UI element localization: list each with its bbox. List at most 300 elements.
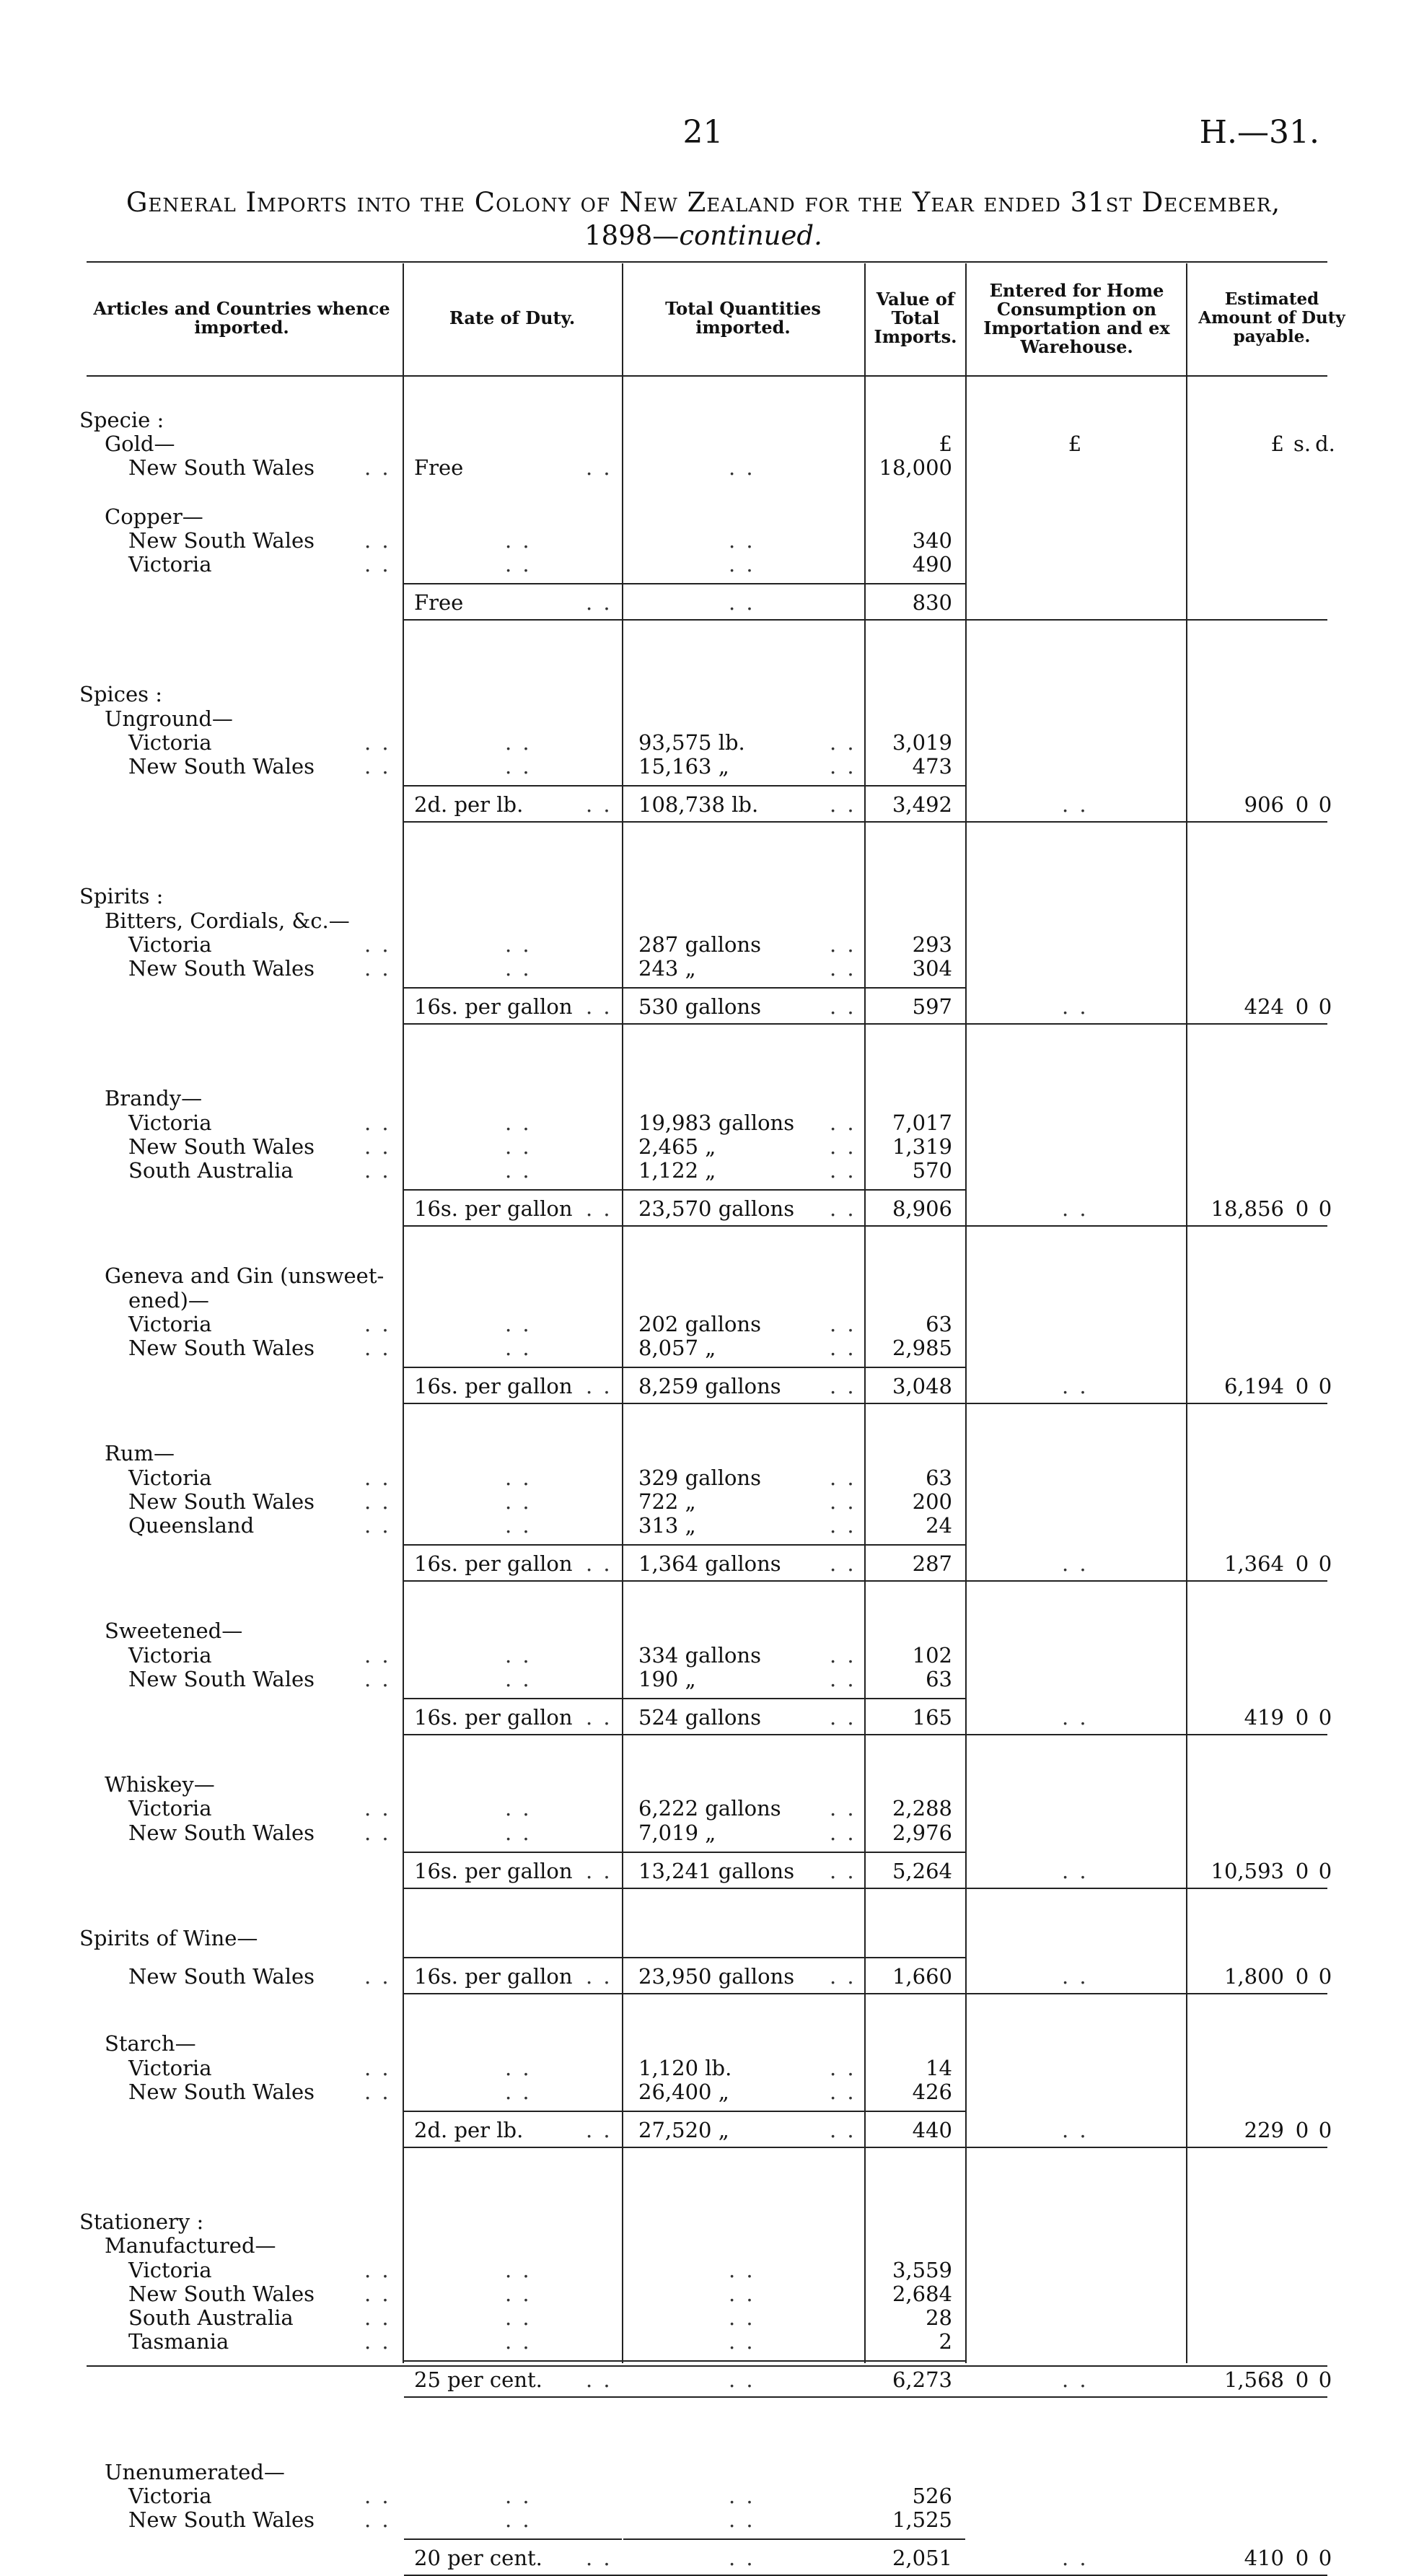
total-value: 2,051	[892, 2546, 952, 2570]
subtotal-rule	[404, 1957, 622, 1958]
article-label: New South Wales	[128, 754, 315, 779]
article-label: Victoria	[128, 730, 212, 755]
quantity: 2,465 „	[638, 1134, 716, 1159]
article-label: New South Wales	[128, 455, 315, 480]
total-value: 830	[912, 590, 952, 615]
article-label: New South Wales	[128, 2080, 315, 2104]
table-row	[0, 1158, 1406, 1183]
table-row	[0, 908, 1406, 933]
subtotal-rule	[404, 2111, 622, 2112]
leader-dots: . .	[1062, 1196, 1089, 1221]
table-total-row	[0, 994, 1406, 1019]
total-value: 490	[912, 552, 952, 577]
article-label: Victoria	[128, 1110, 212, 1135]
leader-dots: . .	[830, 1312, 856, 1336]
table-row	[0, 1772, 1406, 1797]
leader-dots: . .	[505, 2258, 532, 2282]
leader-dots: . .	[505, 1466, 532, 1490]
section-rule	[404, 619, 1327, 621]
leader-dots: . .	[830, 1158, 856, 1183]
duty-pence: 0	[1318, 994, 1332, 1019]
duty-shillings: 0	[1295, 2546, 1309, 2570]
total-value: 8,906	[892, 1196, 952, 1221]
total-value: 2,976	[892, 1821, 952, 1845]
article-label: ened)—	[128, 1288, 209, 1313]
table-total-row	[0, 1964, 1406, 1989]
duty-pounds: 1,364	[1223, 1551, 1284, 1576]
duty-rate: 2d. per lb.	[414, 2118, 524, 2142]
total-value: 426	[912, 2080, 952, 2104]
leader-dots: . .	[729, 2367, 755, 2392]
table-title	[79, 186, 1327, 253]
total-value: 597	[912, 994, 952, 1019]
table-row	[0, 2305, 1406, 2330]
table-row	[0, 1821, 1406, 1845]
subtotal-rule	[404, 1367, 622, 1368]
table-row	[0, 1288, 1406, 1313]
leader-dots: . .	[729, 552, 755, 577]
article-label: Victoria	[128, 2484, 212, 2508]
leader-dots: . .	[1062, 792, 1089, 817]
leader-dots: . .	[586, 455, 612, 480]
table-row	[0, 2233, 1406, 2258]
table-row	[0, 552, 1406, 577]
subtotal-rule	[404, 2360, 622, 2362]
leader-dots: . .	[364, 1667, 391, 1691]
total-value: 2,985	[892, 1336, 952, 1360]
leader-dots: . .	[505, 2056, 532, 2080]
table-row	[0, 2329, 1406, 2354]
leader-dots: . .	[1062, 994, 1089, 1019]
article-label: Victoria	[128, 1312, 212, 1336]
leader-dots: . .	[364, 1964, 391, 1989]
leader-dots: . .	[505, 528, 532, 553]
article-label: Victoria	[128, 2056, 212, 2080]
total-value: 3,492	[892, 792, 952, 817]
leader-dots: . .	[830, 1551, 856, 1576]
quantity: 1,122 „	[638, 1158, 716, 1183]
table-row	[0, 1312, 1406, 1336]
leader-dots: . .	[1062, 1964, 1089, 1989]
quantity: 202 gallons	[638, 1312, 761, 1336]
entered-value: £	[1068, 431, 1082, 456]
subtotal-rule	[623, 583, 965, 584]
table-total-row	[0, 2367, 1406, 2392]
total-value: 165	[912, 1705, 952, 1730]
leader-dots: . .	[729, 2305, 755, 2330]
leader-dots: . .	[505, 1158, 532, 1183]
article-label: Manufactured—	[105, 2233, 276, 2258]
total-value: 1,525	[892, 2507, 952, 2532]
leader-dots: . .	[729, 2329, 755, 2354]
article-label: South Australia	[128, 2305, 294, 2330]
leader-dots: . .	[364, 1312, 391, 1336]
subtotal-rule	[404, 2538, 622, 2540]
leader-dots: . .	[830, 1134, 856, 1159]
article-label: Sweetened—	[105, 1618, 243, 1643]
leader-dots: . .	[830, 1964, 856, 1989]
title-year: 1898—	[584, 220, 680, 251]
total-value: 200	[912, 1489, 952, 1514]
subtotal-rule	[623, 1367, 965, 1368]
total-value: 304	[912, 956, 952, 981]
article-label: Rum—	[105, 1441, 175, 1466]
article-label: New South Wales	[128, 956, 315, 981]
table-row	[0, 706, 1406, 731]
total-value: 1,660	[892, 1964, 952, 1989]
leader-dots: . .	[364, 1336, 391, 1360]
leader-dots: . .	[586, 1859, 612, 1883]
article-label: Queensland	[128, 1513, 255, 1538]
table-row	[0, 1466, 1406, 1490]
duty-pounds: 410	[1244, 2546, 1284, 2570]
section-rule	[404, 1888, 1327, 1889]
leader-dots: . .	[505, 1667, 532, 1691]
header-rate: Rate of Duty.	[449, 307, 576, 328]
duty-rate: Free	[414, 455, 464, 480]
page-reference: H.—31.	[1199, 114, 1319, 151]
quantity: 287 gallons	[638, 932, 761, 957]
leader-dots: . .	[505, 1643, 532, 1668]
leader-dots: . .	[586, 994, 612, 1019]
article-label: Starch—	[105, 2031, 196, 2056]
article-label: Spirits of Wine—	[79, 1926, 258, 1950]
leader-dots: . .	[729, 2507, 755, 2532]
quantity: 8,259 gallons	[638, 1374, 781, 1398]
section-rule	[404, 1580, 1327, 1582]
duty-rate: 25 per cent.	[414, 2367, 542, 2392]
leader-dots: . .	[505, 552, 532, 577]
subtotal-rule	[623, 1544, 965, 1546]
article-label: Spirits :	[79, 884, 164, 908]
table-row	[0, 730, 1406, 755]
header-quantities: Total Quantities imported.	[665, 298, 821, 338]
duty-shillings: s.	[1293, 431, 1311, 456]
leader-dots: . .	[364, 932, 391, 957]
leader-dots: . .	[505, 932, 532, 957]
total-value: 473	[912, 754, 952, 779]
table-row	[0, 1513, 1406, 1538]
leader-dots: . .	[364, 1466, 391, 1490]
total-value: 63	[926, 1312, 952, 1336]
table-row	[0, 2056, 1406, 2080]
total-value: 7,017	[892, 1110, 952, 1135]
leader-dots: . .	[364, 956, 391, 981]
total-value: 526	[912, 2484, 952, 2508]
duty-pence: 0	[1318, 1196, 1332, 1221]
leader-dots: . .	[505, 2507, 532, 2532]
duty-rate: 16s. per gallon	[414, 1196, 573, 1221]
total-value: 2,684	[892, 2282, 952, 2306]
section-rule	[404, 821, 1327, 823]
leader-dots: . .	[830, 1374, 856, 1398]
subtotal-rule	[623, 987, 965, 989]
leader-dots: . .	[364, 754, 391, 779]
table-row	[0, 1110, 1406, 1135]
table-row	[0, 2484, 1406, 2508]
duty-pounds: 906	[1244, 792, 1284, 817]
quantity: 190 „	[638, 1667, 696, 1691]
title-line-1: General Imports into the Colony of New Zealand for the Year ended 31st December,	[126, 187, 1281, 218]
duty-pounds: 10,593	[1211, 1859, 1284, 1883]
leader-dots: . .	[729, 590, 755, 615]
leader-dots: . .	[364, 455, 391, 480]
quantity: 1,364 gallons	[638, 1551, 781, 1576]
leader-dots: . .	[1062, 1551, 1089, 1576]
section-rule	[404, 1993, 1327, 1994]
leader-dots: . .	[830, 1466, 856, 1490]
article-label: New South Wales	[128, 1964, 315, 1989]
leader-dots: . .	[505, 1513, 532, 1538]
leader-dots: . .	[830, 1859, 856, 1883]
leader-dots: . .	[364, 2484, 391, 2508]
duty-rate: 2d. per lb.	[414, 792, 524, 817]
duty-rate: 16s. per gallon	[414, 1964, 573, 1989]
leader-dots: . .	[364, 2305, 391, 2330]
leader-dots: . .	[586, 2118, 612, 2142]
duty-shillings: 0	[1295, 1705, 1309, 1730]
article-label: New South Wales	[128, 2507, 315, 2532]
table-row	[0, 1441, 1406, 1466]
article-label: South Australia	[128, 1158, 294, 1183]
leader-dots: . .	[505, 730, 532, 755]
article-label: Stationery :	[79, 2209, 204, 2234]
table-total-row	[0, 590, 1406, 615]
leader-dots: . .	[729, 2484, 755, 2508]
leader-dots: . .	[505, 2080, 532, 2104]
article-label: Spices :	[79, 682, 162, 706]
table-row	[0, 1086, 1406, 1110]
title-continued: continued.	[679, 220, 822, 251]
duty-rate: 16s. per gallon	[414, 1705, 573, 1730]
total-value: 63	[926, 1466, 952, 1490]
leader-dots: . .	[364, 2507, 391, 2532]
leader-dots: . .	[830, 730, 856, 755]
section-rule	[404, 1225, 1327, 1227]
article-label: New South Wales	[128, 2282, 315, 2306]
subtotal-rule	[404, 1698, 622, 1699]
table-total-row	[0, 1705, 1406, 1730]
table-row	[0, 2209, 1406, 2234]
leader-dots: . .	[586, 792, 612, 817]
leader-dots: . .	[586, 1196, 612, 1221]
table-row	[0, 1667, 1406, 1691]
article-label: New South Wales	[128, 528, 315, 553]
duty-pounds: 424	[1244, 994, 1284, 1019]
leader-dots: . .	[830, 1336, 856, 1360]
leader-dots: . .	[505, 956, 532, 981]
duty-pounds: 419	[1244, 1705, 1284, 1730]
total-value: 570	[912, 1158, 952, 1183]
leader-dots: . .	[364, 552, 391, 577]
page-number: 21	[682, 114, 724, 151]
duty-shillings: 0	[1295, 1859, 1309, 1883]
article-label: Geneva and Gin (unsweet-	[105, 1263, 385, 1288]
article-label: New South Wales	[128, 1134, 315, 1159]
total-value: 2	[939, 2329, 952, 2354]
article-label: New South Wales	[128, 1336, 315, 1360]
table-row	[0, 1643, 1406, 1668]
duty-pence: 0	[1318, 1551, 1332, 1576]
section-rule	[404, 2396, 1327, 2398]
duty-pence: 0	[1318, 1859, 1332, 1883]
leader-dots: . .	[1062, 1859, 1089, 1883]
quantity: 1,120 lb.	[638, 2056, 732, 2080]
quantity: 8,057 „	[638, 1336, 716, 1360]
leader-dots: . .	[586, 1705, 612, 1730]
leader-dots: . .	[364, 1796, 391, 1821]
article-label: Victoria	[128, 2258, 212, 2282]
duty-shillings: 0	[1295, 994, 1309, 1019]
leader-dots: . .	[364, 2258, 391, 2282]
leader-dots: . .	[364, 730, 391, 755]
duty-pounds: 1,800	[1223, 1964, 1284, 1989]
article-label: Victoria	[128, 1796, 212, 1821]
leader-dots: . .	[729, 2282, 755, 2306]
leader-dots: . .	[729, 2258, 755, 2282]
table-total-row	[0, 1196, 1406, 1221]
total-value: 18,000	[879, 455, 952, 480]
article-label: Specie :	[79, 408, 164, 432]
duty-shillings: 0	[1295, 1196, 1309, 1221]
leader-dots: . .	[364, 1513, 391, 1538]
leader-dots: . .	[729, 455, 755, 480]
bottom-rule	[87, 2365, 1327, 2367]
leader-dots: . .	[364, 1489, 391, 1514]
leader-dots: . .	[830, 1705, 856, 1730]
leader-dots: . .	[364, 2329, 391, 2354]
total-value: 287	[912, 1551, 952, 1576]
subtotal-rule	[623, 1957, 965, 1958]
leader-dots: . .	[364, 2080, 391, 2104]
quantity: 26,400 „	[638, 2080, 729, 2104]
header-value: Value of Total Imports.	[874, 289, 957, 347]
table-row	[0, 2507, 1406, 2532]
article-label: Unenumerated—	[105, 2460, 285, 2484]
table-row	[0, 2080, 1406, 2104]
duty-rate: 20 per cent.	[414, 2546, 542, 2570]
leader-dots: . .	[1062, 2546, 1089, 2570]
quantity: 313 „	[638, 1513, 696, 1538]
table-row	[0, 408, 1406, 432]
subtotal-rule	[404, 1852, 622, 1853]
table-total-row	[0, 792, 1406, 817]
leader-dots: . .	[830, 956, 856, 981]
leader-dots: . .	[364, 1110, 391, 1135]
subtotal-rule	[623, 785, 965, 787]
section-rule	[404, 1403, 1327, 1404]
header-duty: Estimated Amount of Duty payable.	[1198, 289, 1345, 346]
article-label: New South Wales	[128, 1821, 315, 1845]
table-row	[0, 2282, 1406, 2306]
table-row	[0, 455, 1406, 480]
table-row	[0, 504, 1406, 529]
quantity: 7,019 „	[638, 1821, 716, 1845]
total-value: 5,264	[892, 1859, 952, 1883]
article-label: Victoria	[128, 552, 212, 577]
duty-pounds: 6,194	[1223, 1374, 1284, 1398]
quantity: 6,222 gallons	[638, 1796, 781, 1821]
table-total-row	[0, 2118, 1406, 2142]
duty-pence: 0	[1318, 2118, 1332, 2142]
quantity: 23,570 gallons	[638, 1196, 795, 1221]
article-label: Brandy—	[105, 1086, 203, 1110]
quantity: 722 „	[638, 1489, 696, 1514]
leader-dots: . .	[364, 1134, 391, 1159]
article-label: Copper—	[105, 504, 203, 529]
leader-dots: . .	[505, 1821, 532, 1845]
table-row	[0, 956, 1406, 981]
subtotal-rule	[404, 583, 622, 584]
total-value: 3,019	[892, 730, 952, 755]
leader-dots: . .	[586, 1374, 612, 1398]
leader-dots: . .	[1062, 1705, 1089, 1730]
duty-pounds: 1,568	[1223, 2367, 1284, 2392]
leader-dots: . .	[729, 528, 755, 553]
section-rule	[404, 2147, 1327, 2148]
leader-dots: . .	[586, 2546, 612, 2570]
table-row	[0, 528, 1406, 553]
leader-dots: . .	[364, 2282, 391, 2306]
table-row	[0, 1336, 1406, 1360]
subtotal-rule	[623, 1698, 965, 1699]
subtotal-rule	[623, 2538, 965, 2540]
duty-rate: 16s. per gallon	[414, 994, 573, 1019]
total-value: 340	[912, 528, 952, 553]
article-label: Unground—	[105, 706, 233, 731]
duty-pence: 0	[1318, 792, 1332, 817]
duty-shillings: 0	[1295, 2118, 1309, 2142]
top-rule	[87, 261, 1327, 263]
quantity: 13,241 gallons	[638, 1859, 795, 1883]
leader-dots: . .	[1062, 2118, 1089, 2142]
leader-dots: . .	[830, 1821, 856, 1845]
total-value: 3,048	[892, 1374, 952, 1398]
duty-rate: Free	[414, 590, 464, 615]
table-row	[0, 682, 1406, 706]
leader-dots: . .	[505, 1110, 532, 1135]
quantity: 93,575 lb.	[638, 730, 745, 755]
quantity: 19,983 gallons	[638, 1110, 795, 1135]
subtotal-rule	[623, 1852, 965, 1853]
duty-pence: 0	[1318, 2367, 1332, 2392]
section-rule	[404, 1734, 1327, 1735]
leader-dots: . .	[830, 1489, 856, 1514]
subtotal-rule	[623, 2111, 965, 2112]
header-rule	[87, 375, 1327, 377]
leader-dots: . .	[830, 994, 856, 1019]
table-row	[0, 1796, 1406, 1821]
quantity: 530 gallons	[638, 994, 761, 1019]
leader-dots: . .	[505, 2282, 532, 2306]
leader-dots: . .	[830, 1196, 856, 1221]
total-value: 28	[926, 2305, 952, 2330]
total-value: 3,559	[892, 2258, 952, 2282]
duty-pence: d.	[1315, 431, 1335, 456]
total-value: 2,288	[892, 1796, 952, 1821]
total-value: 102	[912, 1643, 952, 1668]
table-total-row	[0, 1859, 1406, 1883]
total-value: 63	[926, 1667, 952, 1691]
leader-dots: . .	[505, 754, 532, 779]
leader-dots: . .	[1062, 2367, 1089, 2392]
table-row	[0, 2031, 1406, 2056]
table-row	[0, 2460, 1406, 2484]
table-row	[0, 884, 1406, 908]
total-value: 1,319	[892, 1134, 952, 1159]
table-row	[0, 932, 1406, 957]
leader-dots: . .	[586, 590, 612, 615]
